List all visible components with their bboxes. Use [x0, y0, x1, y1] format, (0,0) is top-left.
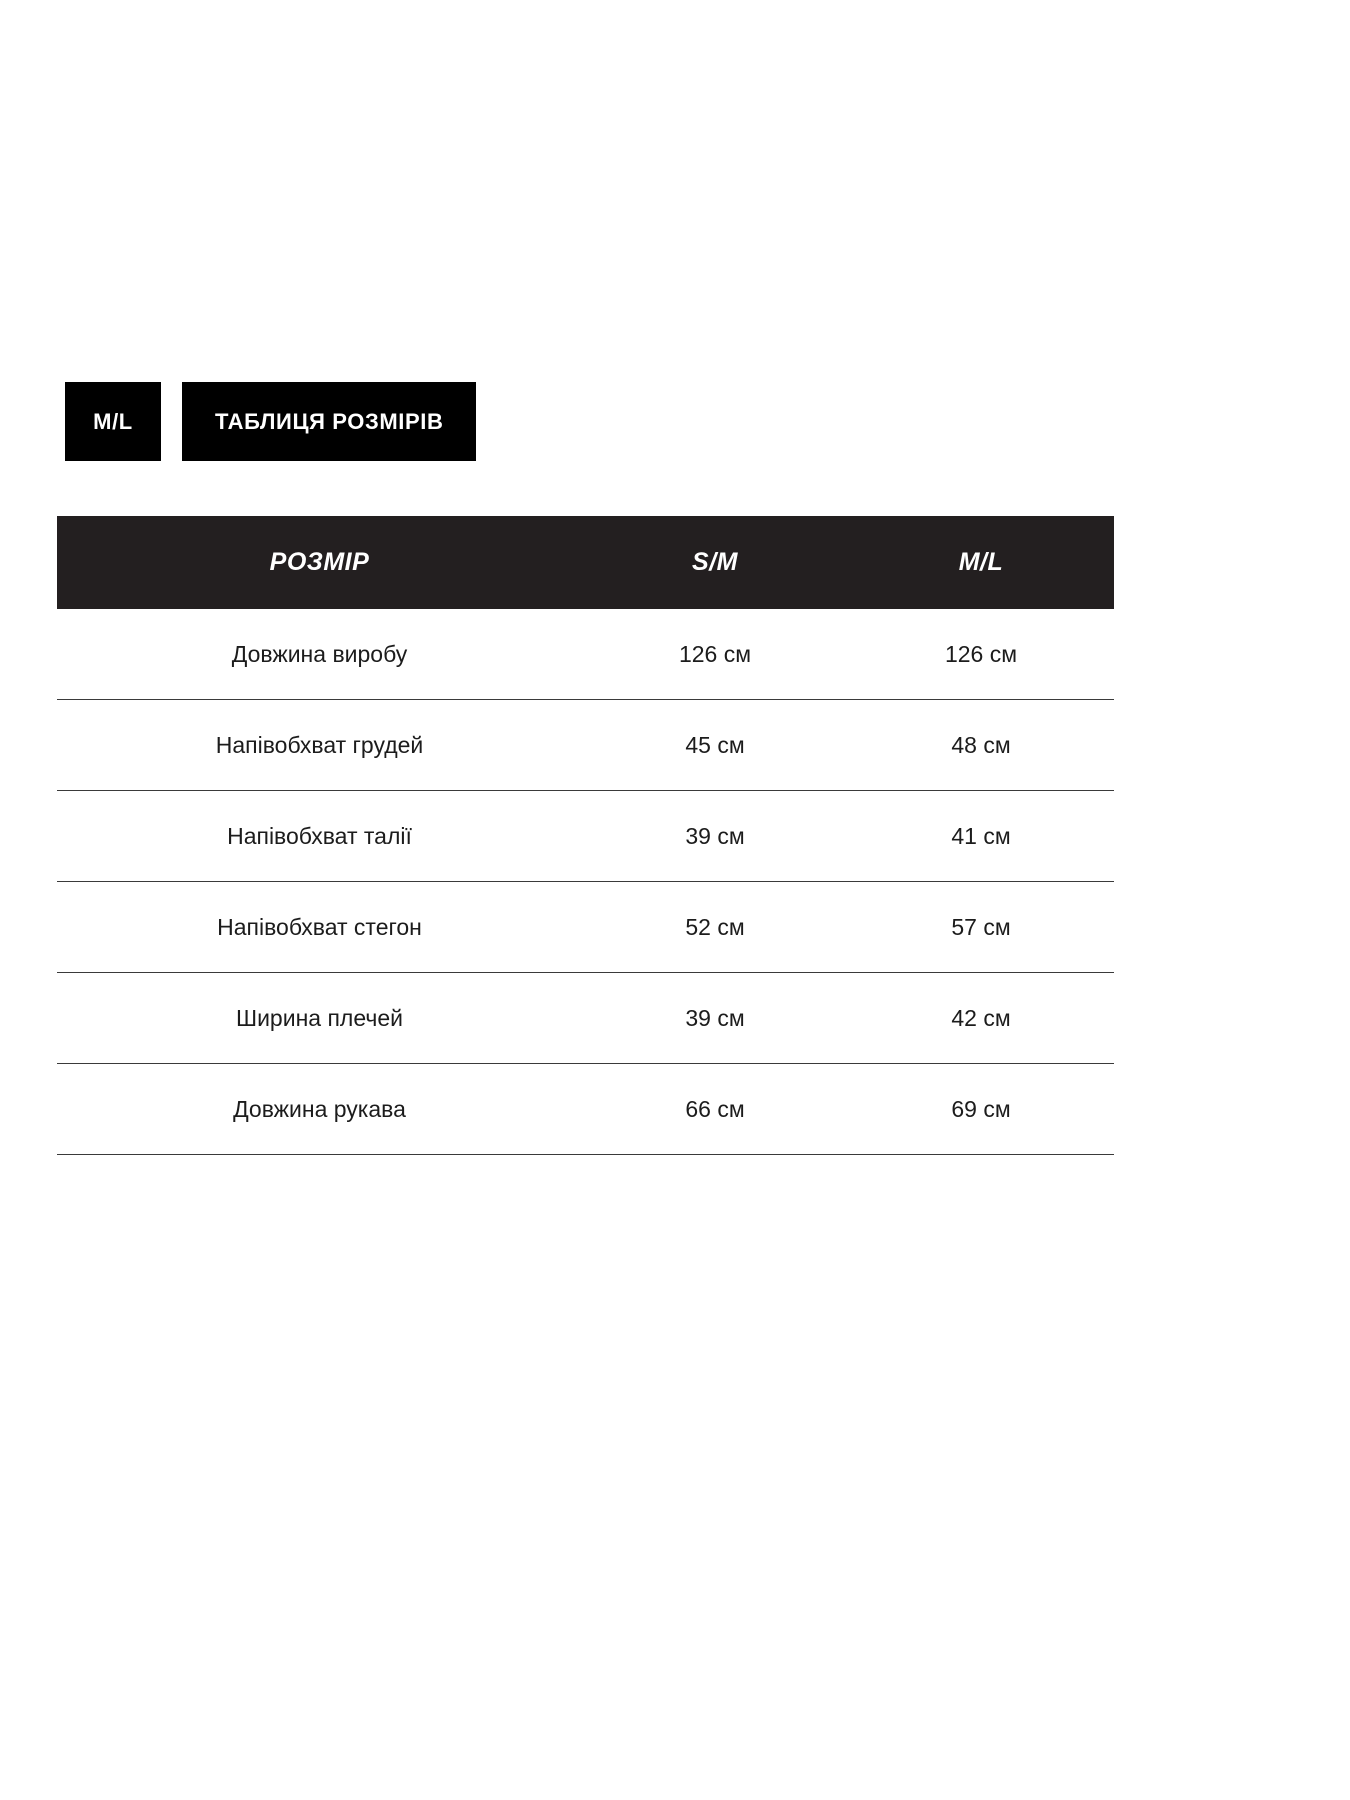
value-ml: 48 см	[848, 700, 1114, 791]
selected-size-badge: M/L	[65, 382, 161, 461]
measurement-label: Напівобхват грудей	[57, 700, 582, 791]
value-ml: 69 см	[848, 1064, 1114, 1155]
value-sm: 52 см	[582, 882, 848, 973]
value-ml: 57 см	[848, 882, 1114, 973]
measurement-label: Напівобхват стегон	[57, 882, 582, 973]
measurement-label: Ширина плечей	[57, 973, 582, 1064]
value-sm: 39 см	[582, 973, 848, 1064]
table-row	[57, 882, 1114, 973]
value-sm: 126 см	[582, 609, 848, 700]
value-ml: 126 см	[848, 609, 1114, 700]
size-chart-title-badge: ТАБЛИЦЯ РОЗМІРІВ	[182, 382, 476, 461]
value-ml: 42 см	[848, 973, 1114, 1064]
header-size-sm: S/M	[582, 516, 848, 609]
value-sm: 39 см	[582, 791, 848, 882]
table-row	[57, 1064, 1114, 1155]
measurement-label: Напівобхват талії	[57, 791, 582, 882]
measurement-label: Довжина виробу	[57, 609, 582, 700]
value-ml: 41 см	[848, 791, 1114, 882]
table-header-row	[57, 516, 1114, 609]
table-body	[57, 609, 1114, 1155]
table-header	[57, 516, 1114, 609]
measurement-label: Довжина рукава	[57, 1064, 582, 1155]
table-row	[57, 791, 1114, 882]
table-row	[57, 700, 1114, 791]
size-chart-table	[57, 516, 1114, 1155]
badge-row	[65, 382, 476, 461]
header-size-ml: M/L	[848, 516, 1114, 609]
table-row	[57, 609, 1114, 700]
header-measurement: РОЗМІР	[57, 516, 582, 609]
value-sm: 45 см	[582, 700, 848, 791]
table-row	[57, 973, 1114, 1064]
value-sm: 66 см	[582, 1064, 848, 1155]
